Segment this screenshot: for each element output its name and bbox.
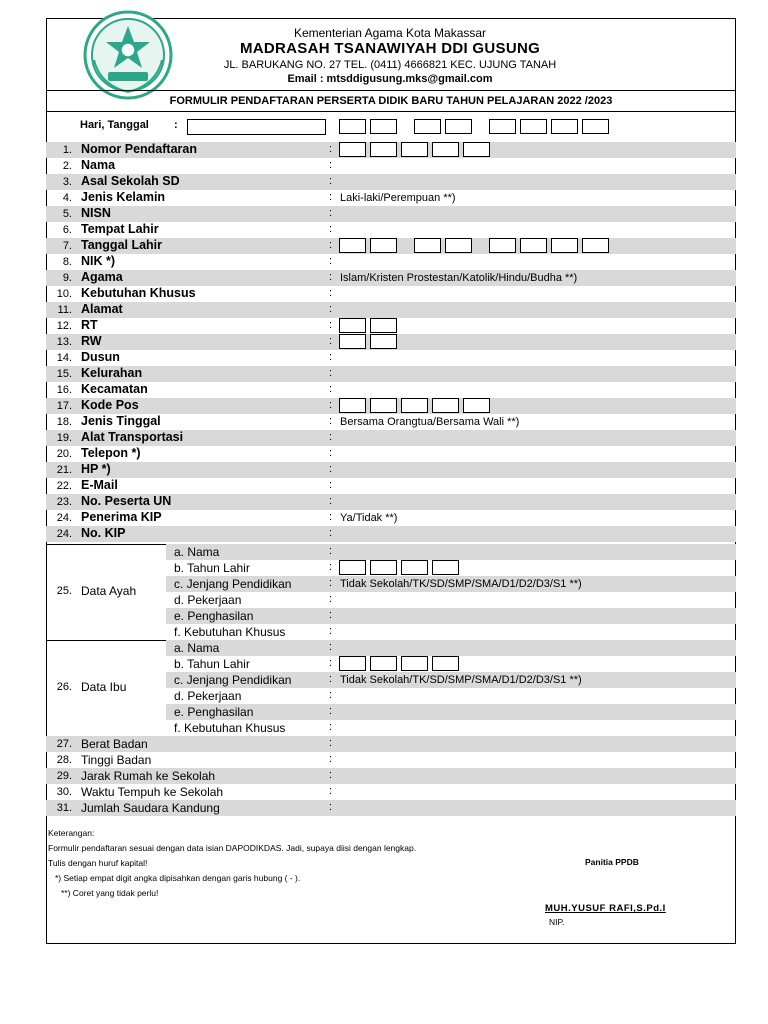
sub-row xyxy=(166,608,736,624)
sub-colon: : xyxy=(329,705,333,717)
group-top-line xyxy=(46,640,166,641)
row-number: 23. xyxy=(56,496,72,508)
form-row xyxy=(46,142,736,158)
row-number: 14. xyxy=(56,352,72,364)
year-digit-box[interactable] xyxy=(339,560,366,575)
row-colon: : xyxy=(329,255,333,267)
sub-label: e. Penghasilan xyxy=(174,609,254,623)
year-digit-box[interactable] xyxy=(582,119,609,134)
school-address: JL. BARUKANG NO. 27 TEL. (0411) 4666821 KEC. UJUNG TANAH xyxy=(223,59,557,71)
row-colon: : xyxy=(329,239,333,251)
sub-label: b. Tahun Lahir xyxy=(174,657,250,671)
row-colon: : xyxy=(329,175,333,187)
row-colon: : xyxy=(329,415,333,427)
row-number: 22. xyxy=(56,480,72,492)
sub-colon: : xyxy=(329,593,333,605)
date-label: Hari, Tanggal xyxy=(80,119,149,131)
sub-colon: : xyxy=(329,657,333,669)
form-row xyxy=(46,382,736,398)
row-number: 9. xyxy=(62,272,72,284)
sub-label: c. Jenjang Pendidikan xyxy=(174,577,292,591)
digit-box[interactable] xyxy=(370,318,397,333)
row-number: 21. xyxy=(56,464,72,476)
sub-colon: : xyxy=(329,625,333,637)
form-row xyxy=(46,784,736,800)
row-colon: : xyxy=(329,335,333,347)
sub-label: a. Nama xyxy=(174,641,220,655)
digit-box[interactable] xyxy=(339,318,366,333)
form-row xyxy=(46,158,736,174)
sub-colon: : xyxy=(329,545,333,557)
row-label: Jarak Rumah ke Sekolah xyxy=(81,769,216,783)
digit-box[interactable] xyxy=(401,398,428,413)
date-digit-box[interactable] xyxy=(339,119,366,134)
row-label: Jenis Tinggal xyxy=(81,414,161,428)
digit-box[interactable] xyxy=(370,398,397,413)
sub-row xyxy=(166,704,736,720)
year-digit-box[interactable] xyxy=(489,119,516,134)
row-number: 16. xyxy=(56,384,72,396)
row-number: 17. xyxy=(56,400,72,412)
sub-value[interactable]: Tidak Sekolah/TK/SD/SMP/SMA/D1/D2/D3/S1 **) xyxy=(340,578,582,590)
ministry-name: Kementerian Agama Kota Makassar xyxy=(293,26,487,40)
sub-row xyxy=(166,576,736,592)
row-colon: : xyxy=(329,319,333,331)
row-number: 19. xyxy=(56,432,72,444)
year-digit-box[interactable] xyxy=(339,656,366,671)
form-row xyxy=(46,334,736,350)
row-label: Penerima KIP xyxy=(81,510,162,524)
row-colon: : xyxy=(329,801,333,813)
digit-box[interactable] xyxy=(582,238,609,253)
row-number: 30. xyxy=(56,786,72,798)
row-label: Alat Transportasi xyxy=(81,430,184,444)
form-row xyxy=(46,174,736,190)
sub-row xyxy=(166,656,736,672)
digit-box[interactable] xyxy=(445,238,472,253)
form-row xyxy=(46,254,736,270)
row-number: 11. xyxy=(57,304,72,316)
form-title: FORMULIR PENDAFTARAN PERSERTA DIDIK BARU TAHUN PELAJARAN 2022 /2023 xyxy=(46,92,736,112)
row-label: Jenis Kelamin xyxy=(81,190,166,204)
row-number: 24. xyxy=(56,512,72,524)
form-row xyxy=(46,526,736,542)
row-colon: : xyxy=(329,769,333,781)
row-colon: : xyxy=(329,447,333,459)
row-colon: : xyxy=(329,495,333,507)
sub-label: c. Jenjang Pendidikan xyxy=(174,673,292,687)
sub-row xyxy=(166,640,736,656)
form-row xyxy=(46,350,736,366)
sub-colon: : xyxy=(329,609,333,621)
row-label: Tempat Lahir xyxy=(81,222,159,236)
form-row xyxy=(46,238,736,254)
row-label: Dusun xyxy=(81,350,120,364)
row-label: Nama xyxy=(81,158,116,172)
year-digit-box[interactable] xyxy=(520,119,547,134)
row-label: Kelurahan xyxy=(81,366,143,380)
row-number: 4. xyxy=(62,192,72,204)
row-number: 10. xyxy=(56,288,72,300)
date-row xyxy=(46,116,736,138)
form-row xyxy=(46,270,736,286)
digit-box[interactable] xyxy=(339,238,366,253)
date-colon: : xyxy=(174,119,178,131)
row-label: Asal Sekolah SD xyxy=(81,174,180,188)
digit-box[interactable] xyxy=(339,142,366,157)
sub-label: f. Kebutuhan Khusus xyxy=(174,625,286,639)
form-row xyxy=(46,430,736,446)
row-colon: : xyxy=(329,511,333,523)
row-value[interactable]: Laki-laki/Perempuan **) xyxy=(340,192,456,204)
sub-row xyxy=(166,592,736,608)
sub-row xyxy=(166,560,736,576)
row-colon: : xyxy=(329,383,333,395)
row-number: 12. xyxy=(56,320,72,332)
form-row xyxy=(46,318,736,334)
school-email: Email : mtsddigusung.mks@gmail.com xyxy=(287,73,493,85)
row-number: 28. xyxy=(56,754,72,766)
digit-box[interactable] xyxy=(551,238,578,253)
form-row xyxy=(46,510,736,526)
month-digit-box[interactable] xyxy=(445,119,472,134)
group-number: 25. xyxy=(56,585,72,597)
group-number: 26. xyxy=(56,681,72,693)
row-number: 31. xyxy=(56,802,72,814)
notes-line: *) Setiap empat digit angka dipisahkan dengan garis hubung ( - ). xyxy=(55,873,301,883)
form-row xyxy=(46,494,736,510)
row-value[interactable]: Ya/Tidak **) xyxy=(340,512,398,524)
digit-box[interactable] xyxy=(432,398,459,413)
row-number: 20. xyxy=(56,448,72,460)
row-label: NISN xyxy=(81,206,111,220)
notes-line: Tulis dengan huruf kapital! xyxy=(48,858,148,868)
digit-box[interactable] xyxy=(370,142,397,157)
digit-box[interactable] xyxy=(339,398,366,413)
sub-label: b. Tahun Lahir xyxy=(174,561,250,575)
sub-row xyxy=(166,544,736,560)
form-row xyxy=(46,302,736,318)
notes-section xyxy=(48,826,416,901)
row-label: NIK *) xyxy=(81,254,116,268)
sub-label: d. Pekerjaan xyxy=(174,593,242,607)
row-colon: : xyxy=(329,143,333,155)
row-number: 6. xyxy=(62,224,72,236)
day-input-box[interactable] xyxy=(187,119,326,135)
row-number: 5. xyxy=(62,208,72,220)
digit-box[interactable] xyxy=(520,238,547,253)
signatory-name: MUH.YUSUF RAFI,S.Pd.I xyxy=(545,903,666,914)
month-digit-box[interactable] xyxy=(414,119,441,134)
row-label: Kode Pos xyxy=(81,398,139,412)
row-label: Telepon *) xyxy=(81,446,141,460)
row-number: 2. xyxy=(62,160,72,172)
digit-box[interactable] xyxy=(370,238,397,253)
digit-box[interactable] xyxy=(339,334,366,349)
group-label: Data Ibu xyxy=(81,680,127,694)
row-colon: : xyxy=(329,223,333,235)
row-colon: : xyxy=(329,527,333,539)
header-divider xyxy=(46,90,736,91)
sub-label: e. Penghasilan xyxy=(174,705,254,719)
row-number: 8. xyxy=(62,256,72,268)
year-digit-box[interactable] xyxy=(551,119,578,134)
notes-line: **) Coret yang tidak perlu! xyxy=(61,888,159,898)
row-number: 13. xyxy=(56,336,72,348)
signatory-nip: NIP. xyxy=(549,917,565,927)
sub-label: f. Kebutuhan Khusus xyxy=(174,721,286,735)
form-row xyxy=(46,206,736,222)
year-digit-box[interactable] xyxy=(370,656,397,671)
form-row xyxy=(46,478,736,494)
digit-box[interactable] xyxy=(489,238,516,253)
row-number: 24. xyxy=(56,528,72,540)
sub-colon: : xyxy=(329,561,333,573)
row-label: Waktu Tempuh ke Sekolah xyxy=(81,785,224,799)
row-colon: : xyxy=(329,159,333,171)
row-colon: : xyxy=(329,207,333,219)
notes-title: Keterangan: xyxy=(48,828,95,838)
row-label: Tanggal Lahir xyxy=(81,238,163,252)
school-name: MADRASAH TSANAWIYAH DDI GUSUNG xyxy=(239,40,541,57)
year-digit-box[interactable] xyxy=(401,560,428,575)
row-colon: : xyxy=(329,399,333,411)
row-colon: : xyxy=(329,431,333,443)
row-label: E-Mail xyxy=(81,478,118,492)
digit-box[interactable] xyxy=(401,142,428,157)
row-label: No. KIP xyxy=(81,526,126,540)
sub-row xyxy=(166,672,736,688)
digit-box[interactable] xyxy=(463,142,490,157)
row-label: RT xyxy=(81,318,98,332)
year-digit-box[interactable] xyxy=(432,560,459,575)
form-row xyxy=(46,398,736,414)
row-label: HP *) xyxy=(81,462,111,476)
digit-box[interactable] xyxy=(370,334,397,349)
sub-row xyxy=(166,720,736,736)
row-label: Agama xyxy=(81,270,123,284)
row-label: Alamat xyxy=(81,302,123,316)
digit-box[interactable] xyxy=(414,238,441,253)
row-label: No. Peserta UN xyxy=(81,494,172,508)
form-row xyxy=(46,366,736,382)
sub-colon: : xyxy=(329,721,333,733)
row-number: 3. xyxy=(62,176,72,188)
form-row xyxy=(46,800,736,816)
row-colon: : xyxy=(329,367,333,379)
row-number: 18. xyxy=(56,416,72,428)
form-row xyxy=(46,736,736,752)
row-colon: : xyxy=(329,753,333,765)
sub-colon: : xyxy=(329,641,333,653)
row-colon: : xyxy=(329,271,333,283)
sub-row xyxy=(166,624,736,640)
row-colon: : xyxy=(329,785,333,797)
notes-line: Formulir pendaftaran sesuai dengan data isian DAPODIKDAS. Jadi, supaya diisi dengan lengkap. xyxy=(48,843,417,853)
row-colon: : xyxy=(329,351,333,363)
row-label: Kecamatan xyxy=(81,382,148,396)
row-colon: : xyxy=(329,737,333,749)
row-number: 15. xyxy=(56,368,72,380)
year-digit-box[interactable] xyxy=(370,560,397,575)
sub-value[interactable]: Tidak Sekolah/TK/SD/SMP/SMA/D1/D2/D3/S1 **) xyxy=(340,674,582,686)
sub-colon: : xyxy=(329,689,333,701)
form-row xyxy=(46,446,736,462)
form-row xyxy=(46,414,736,430)
row-label: RW xyxy=(81,334,102,348)
row-label: Jumlah Saudara Kandung xyxy=(81,801,220,815)
row-number: 7. xyxy=(62,240,72,252)
parent-data-group xyxy=(46,544,736,640)
row-label: Nomor Pendaftaran xyxy=(81,142,197,156)
row-colon: : xyxy=(329,303,333,315)
committee-label: Panitia PPDB xyxy=(585,857,639,867)
form-row xyxy=(46,768,736,784)
form-row xyxy=(46,286,736,302)
row-label: Kebutuhan Khusus xyxy=(81,286,196,300)
row-value[interactable]: Islam/Kristen Prostestan/Katolik/Hindu/Budha **) xyxy=(340,272,578,284)
group-top-line xyxy=(46,544,166,545)
form-row xyxy=(46,462,736,478)
row-colon: : xyxy=(329,191,333,203)
digit-box[interactable] xyxy=(432,142,459,157)
form-row xyxy=(46,222,736,238)
year-digit-box[interactable] xyxy=(401,656,428,671)
row-value[interactable]: Bersama Orangtua/Bersama Wali **) xyxy=(340,416,520,428)
row-label: Berat Badan xyxy=(81,737,148,751)
sub-row xyxy=(166,688,736,704)
row-number: 27. xyxy=(56,738,72,750)
row-number: 29. xyxy=(56,770,72,782)
form-row xyxy=(46,752,736,768)
sub-colon: : xyxy=(329,577,333,589)
parent-data-group xyxy=(46,640,736,736)
sub-colon: : xyxy=(329,673,333,685)
row-number: 1. xyxy=(62,144,72,156)
row-colon: : xyxy=(329,479,333,491)
sub-label: d. Pekerjaan xyxy=(174,689,242,703)
form-row xyxy=(46,190,736,206)
row-colon: : xyxy=(329,463,333,475)
row-label: Tinggi Badan xyxy=(81,753,152,767)
year-digit-box[interactable] xyxy=(432,656,459,671)
date-digit-box[interactable] xyxy=(370,119,397,134)
sub-label: a. Nama xyxy=(174,545,220,559)
group-label: Data Ayah xyxy=(81,584,137,598)
digit-box[interactable] xyxy=(463,398,490,413)
row-colon: : xyxy=(329,287,333,299)
letterhead xyxy=(180,26,600,86)
